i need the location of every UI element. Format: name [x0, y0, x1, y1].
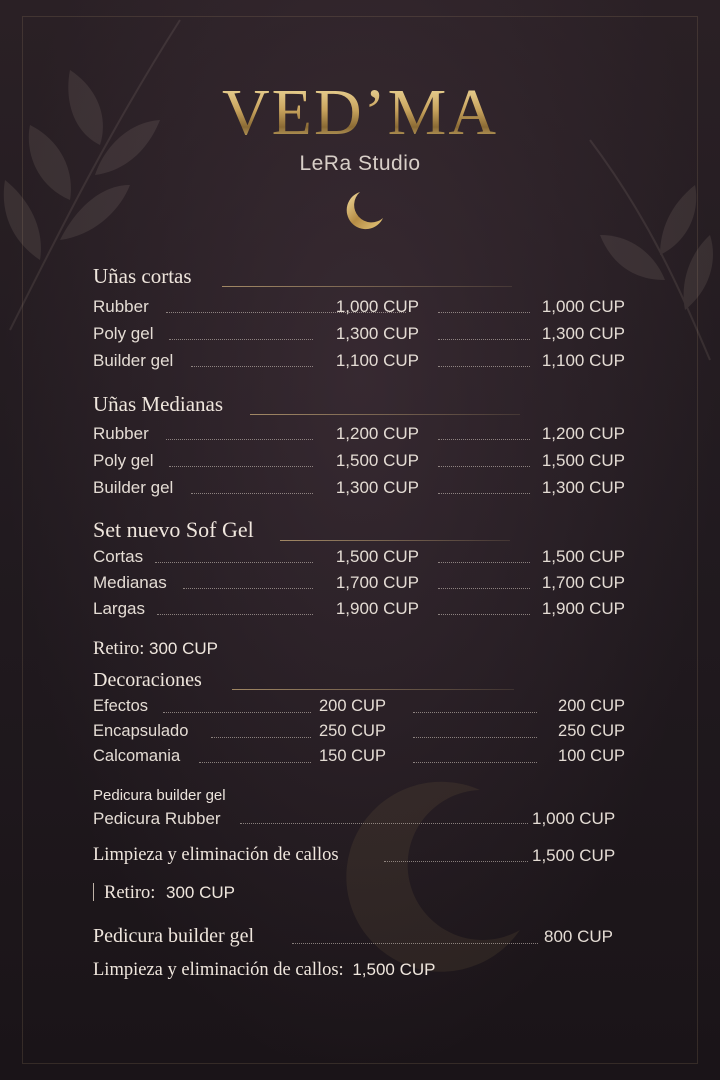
limpieza-name: Limpieza y eliminación de callos — [93, 845, 339, 865]
dot-leader — [384, 861, 528, 862]
dot-leader — [438, 339, 530, 340]
dot-leader — [292, 943, 538, 944]
service-name: Calcomania — [93, 747, 181, 765]
service-name: Encapsulado — [93, 722, 189, 740]
retiro-label: Retiro: — [93, 639, 145, 659]
price-row — [93, 297, 633, 319]
dot-leader — [438, 493, 530, 494]
pedicura-builder-price: 800 CUP — [544, 927, 613, 946]
price-value: 1,300 CUP — [541, 478, 625, 497]
price-value: 1,500 CUP — [541, 547, 625, 566]
price-value: 1,200 CUP — [541, 424, 625, 443]
price-row — [93, 722, 633, 744]
section-divider — [222, 286, 512, 287]
dot-leader — [413, 737, 537, 738]
section-divider — [250, 414, 520, 415]
crescent-moon-icon — [340, 188, 386, 234]
dot-leader — [211, 737, 311, 738]
section-divider — [232, 689, 514, 690]
price-value: 1,900 CUP — [541, 599, 625, 618]
price-value: 1,700 CUP — [541, 573, 625, 592]
dot-leader — [413, 762, 537, 763]
price-value: 1,300 CUP — [541, 324, 625, 343]
section-title-unas-cortas: Uñas cortas — [93, 264, 192, 288]
section-title-decoraciones: Decoraciones — [93, 669, 202, 691]
dot-leader — [166, 439, 313, 440]
dot-leader — [163, 712, 311, 713]
price-value: 1,300 CUP — [335, 324, 419, 343]
retiro-price: 300 CUP — [149, 639, 218, 658]
service-name: Poly gel — [93, 451, 154, 470]
price-value: 100 CUP — [558, 747, 625, 765]
pedicura-retiro-price: 300 CUP — [166, 883, 235, 902]
price-value: 1,100 CUP — [541, 351, 625, 370]
service-name: Rubber — [93, 424, 149, 443]
price-row — [93, 351, 633, 373]
section-title-set-sof-gel: Set nuevo Sof Gel — [93, 517, 254, 542]
dot-leader — [438, 562, 530, 563]
service-name: Builder gel — [93, 478, 174, 497]
dot-leader — [438, 588, 530, 589]
price-row — [93, 747, 633, 769]
price-row — [93, 573, 633, 595]
dot-leader — [438, 614, 530, 615]
price-value: 1,500 CUP — [335, 547, 419, 566]
price-value: 1,900 CUP — [335, 599, 419, 618]
price-row — [93, 478, 633, 500]
price-value: 1,500 CUP — [541, 451, 625, 470]
dot-leader — [157, 614, 313, 615]
limpieza2-line — [93, 960, 436, 981]
service-name: Poly gel — [93, 324, 154, 343]
price-value: 150 CUP — [319, 747, 386, 765]
dot-leader — [199, 762, 311, 763]
limpieza2-name: Limpieza y eliminación de callos: — [93, 960, 344, 980]
pedicura-subtitle: Pedicura builder gel — [93, 787, 226, 804]
pedicura-builder-name: Pedicura builder gel — [93, 925, 255, 947]
price-row — [93, 599, 633, 621]
pedicura-retiro-line — [93, 883, 235, 904]
price-value: 1,000 CUP — [335, 297, 419, 316]
dot-leader — [438, 439, 530, 440]
dot-leader — [191, 493, 313, 494]
price-value: 200 CUP — [319, 697, 386, 715]
section-title-unas-medianas: Uñas Medianas — [93, 392, 224, 416]
limpieza-price: 1,500 CUP — [532, 846, 616, 865]
service-name: Cortas — [93, 547, 144, 566]
limpieza2-price: 1,500 CUP — [352, 960, 436, 979]
dot-leader — [155, 562, 313, 563]
service-name: Efectos — [93, 697, 149, 715]
dot-leader — [438, 366, 530, 367]
pedicura-rubber-name: Pedicura Rubber — [93, 809, 221, 828]
price-value: 1,000 CUP — [541, 297, 625, 316]
service-name: Largas — [93, 599, 145, 618]
crescent-watermark-icon — [330, 770, 540, 980]
dot-leader — [169, 339, 313, 340]
pedicura-retiro-label: Retiro: — [104, 883, 156, 903]
price-row — [93, 451, 633, 473]
dot-leader — [413, 712, 537, 713]
studio-name: LeRa Studio — [299, 152, 421, 175]
retiro-line — [93, 639, 218, 660]
price-row — [93, 547, 633, 569]
price-value: 200 CUP — [558, 697, 625, 715]
price-value: 1,500 CUP — [335, 451, 419, 470]
price-value: 1,200 CUP — [335, 424, 419, 443]
service-name: Medianas — [93, 573, 167, 592]
price-value: 1,700 CUP — [335, 573, 419, 592]
price-row — [93, 324, 633, 346]
vertical-bar-icon — [93, 883, 94, 901]
price-value: 1,300 CUP — [335, 478, 419, 497]
dot-leader — [438, 312, 530, 313]
price-row — [93, 424, 633, 446]
dot-leader — [183, 588, 313, 589]
dot-leader — [169, 466, 313, 467]
price-value: 1,100 CUP — [335, 351, 419, 370]
price-value: 250 CUP — [319, 722, 386, 740]
section-divider — [280, 540, 510, 541]
price-value: 250 CUP — [558, 722, 625, 740]
pedicura-rubber-price: 1,000 CUP — [532, 809, 616, 828]
brand-logo: VED’MA — [0, 78, 720, 148]
dot-leader — [438, 466, 530, 467]
service-name: Rubber — [93, 297, 149, 316]
dot-leader — [240, 823, 528, 824]
service-name: Builder gel — [93, 351, 174, 370]
price-row — [93, 697, 633, 719]
dot-leader — [191, 366, 313, 367]
